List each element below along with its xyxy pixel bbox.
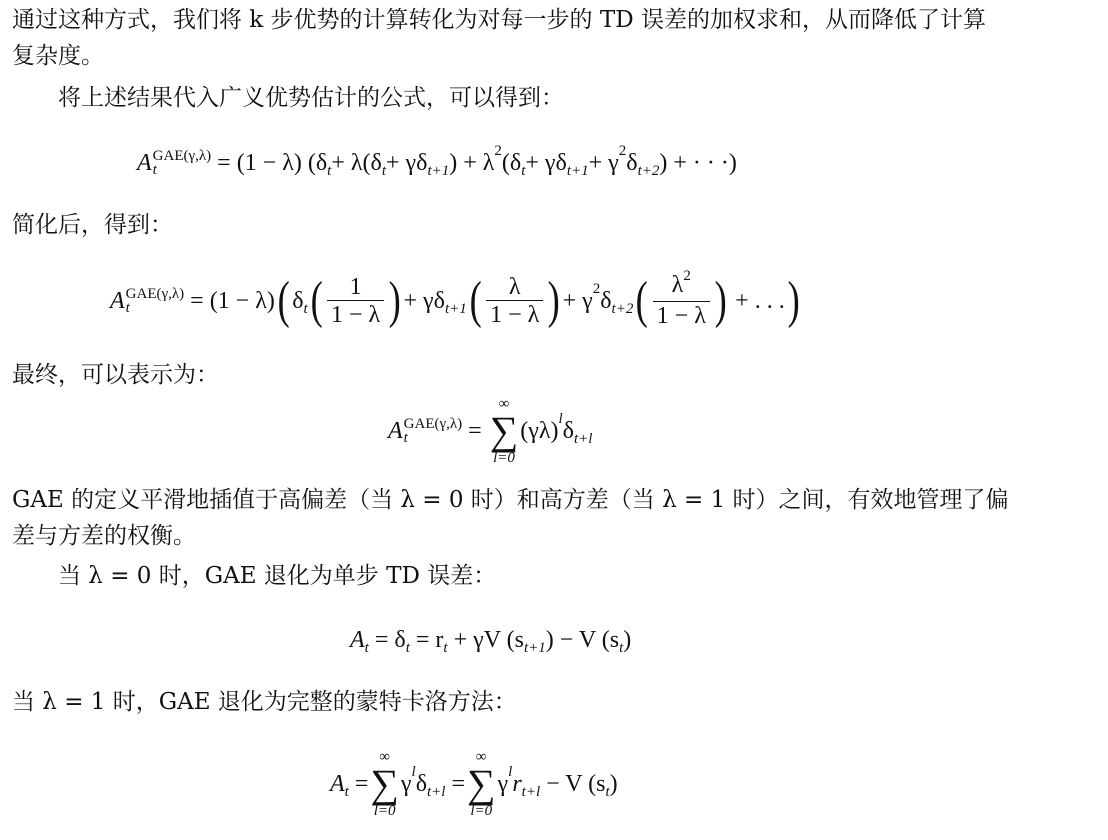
eq1-part6: + γδ bbox=[525, 149, 567, 176]
eq1-sub-t2: t+2 bbox=[637, 162, 660, 179]
gae-superscript-2: GAE(γ,λ) bbox=[125, 286, 185, 302]
eq3-exp: l bbox=[558, 410, 563, 427]
paragraph-4: 最终，可以表示为： bbox=[12, 362, 219, 388]
eq4-text1: = δ bbox=[374, 626, 406, 653]
eq1-tail: ) + · · ·) bbox=[659, 149, 737, 176]
paragraph-5-continued: 差与方差的权衡。 bbox=[12, 523, 196, 549]
eq5-sub-2: t+l bbox=[521, 783, 541, 800]
eq1-sub-t1: t+1 bbox=[427, 162, 450, 179]
eq1-sq2: 2 bbox=[618, 142, 627, 159]
eq5-close: ) bbox=[609, 770, 618, 797]
fraction-2: $\frac{\lambda}{1 - \lambda}$ bbox=[486, 274, 543, 329]
eq1-part5: (δ bbox=[501, 149, 522, 176]
summation-2: ∞ ∑ l=0 bbox=[467, 749, 496, 819]
eq5-gamma-1: γ bbox=[400, 770, 412, 797]
eq5-equals-2: = bbox=[451, 770, 466, 797]
summation-1: ∞ ∑ l=0 bbox=[370, 749, 399, 819]
eq2-d2: δ bbox=[600, 287, 612, 314]
eq1-sub-t1b: t+1 bbox=[566, 162, 589, 179]
eq4-text5: ) bbox=[623, 626, 632, 653]
equation-monte-carlo: A t = ∞ ∑ l=0 γ l δ t+l = ∞ ∑ l=0 γ l r t+l − V (s t ) bbox=[330, 749, 618, 819]
eq3-delta: δ bbox=[562, 417, 574, 444]
gae-superscript-3: GAE(γ,λ) bbox=[403, 416, 463, 432]
paragraph-3: 简化后，得到： bbox=[12, 212, 173, 238]
paragraph-1: 通过这种方式，我们将 k 步优势的计算转化为对每一步的 TD 误差的加权求和，从而降低了计算 bbox=[12, 7, 986, 33]
eq3-equals: = bbox=[468, 417, 482, 444]
eq4-sub-t1: t+1 bbox=[523, 639, 546, 656]
equation-gae-simplified: A GAE(γ,λ) t = (1 − λ) ( δ t ( $\frac{1}{1 - \lambda}$ ) + γδ t+1 ( $\frac{\lambda}{1 - \lambda}$ ) + γ 2 δ t+2 ( $\frac{\lambda^2}{1 - \lambda}$ ) + . . . ) bbox=[110, 268, 800, 329]
eq1-sq: 2 bbox=[494, 142, 502, 159]
paragraph-6: 当 λ = 0 时，GAE 退化为单步 TD 误差： bbox=[58, 563, 497, 589]
eq1-part4: ) + λ bbox=[449, 149, 495, 176]
equation-gae-sum: A GAE(γ,λ) t = ∞ ∑ l=0 (γλ) l δ t+l bbox=[388, 396, 593, 466]
eq5-sub-1: t+l bbox=[427, 783, 446, 800]
eq5-exp-1: l bbox=[411, 763, 416, 780]
gae-superscript: GAE(γ,λ) bbox=[152, 148, 212, 164]
eq5-equals-1: = bbox=[354, 770, 369, 797]
eq5-exp-2: l bbox=[508, 763, 513, 780]
eq5-delta: δ bbox=[415, 770, 427, 797]
eq2-sq: 2 bbox=[592, 280, 601, 297]
paragraph-5: GAE 的定义平滑地插值于高偏差（当 λ = 0 时）和高方差（当 λ = 1 时）之间，有效地管理了偏 bbox=[12, 487, 1009, 513]
eq1-part7: + γ bbox=[588, 149, 619, 176]
eq5-gamma-2: γ bbox=[497, 770, 509, 797]
eq4-text3: + γV (s bbox=[453, 626, 524, 653]
eq2-gd1: + γδ bbox=[403, 287, 445, 314]
eq2-sub-t2: t+2 bbox=[611, 300, 634, 317]
eq2-tail: + . . . bbox=[735, 287, 785, 314]
equation-gae-expanded: A GAE(γ,λ) t = (1 − λ) (δ t + λ(δ t + γδ t+1 ) + λ 2 (δ t + γδ t+1 + γ 2 δ t+2 ) + · · ·) bbox=[137, 142, 737, 179]
paragraph-2: 将上述结果代入广义优势估计的公式，可以得到： bbox=[58, 85, 564, 111]
summation: ∞ ∑ l=0 bbox=[489, 396, 519, 466]
eq1-part2: + λ(δ bbox=[331, 149, 382, 176]
eq3-term: (γλ) bbox=[520, 417, 559, 444]
eq1-part8: δ bbox=[626, 149, 638, 176]
eq2-gd2: + γ bbox=[562, 287, 593, 314]
fraction-1: $\frac{1}{1 - \lambda}$ bbox=[327, 274, 384, 329]
eq2-prefix: = (1 − λ) bbox=[190, 287, 275, 314]
paragraph-1-continued: 复杂度。 bbox=[12, 43, 104, 69]
equation-td-error: A t = δ t = r t + γV (s t+1 ) − V (s t ) bbox=[350, 626, 632, 656]
eq1-part3: + γδ bbox=[385, 149, 428, 176]
eq1-body: = (1 − λ) (δ bbox=[217, 149, 328, 176]
paragraph-7: 当 λ = 1 时，GAE 退化为完整的蒙特卡洛方法： bbox=[12, 689, 517, 715]
eq3-sub: t+l bbox=[573, 430, 593, 447]
eq2-sub-t1: t+1 bbox=[444, 300, 467, 317]
eq4-text4: ) − V (s bbox=[545, 626, 620, 653]
eq5-r: r bbox=[512, 770, 522, 797]
fraction-3: $\frac{\lambda^2}{1 - \lambda}$ bbox=[653, 272, 710, 330]
eq4-text2: = r bbox=[415, 626, 444, 653]
eq5-tail: − V (s bbox=[546, 770, 606, 797]
